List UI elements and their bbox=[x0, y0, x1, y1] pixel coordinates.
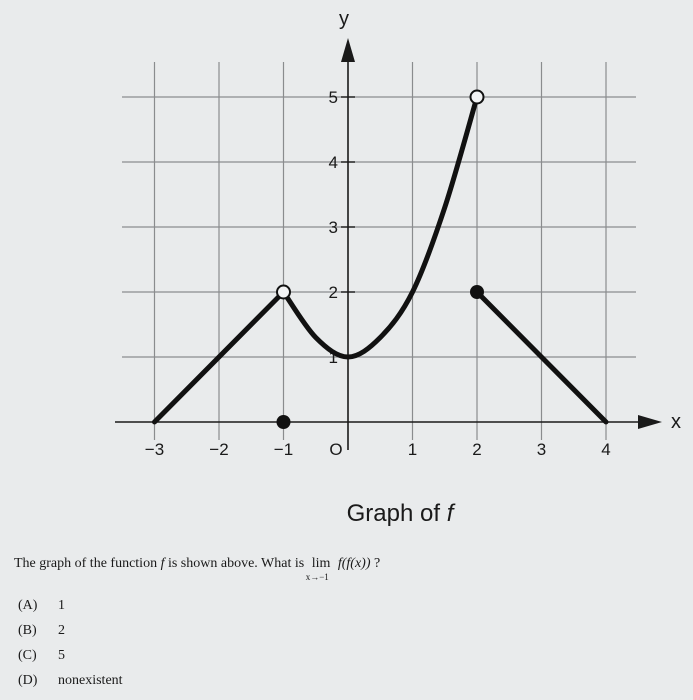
chart-title-text: Graph of f bbox=[346, 500, 454, 527]
choice-letter: (A) bbox=[18, 598, 38, 613]
choice-d[interactable] bbox=[18, 673, 123, 698]
limit-expression: f(f(x)) bbox=[337, 556, 371, 571]
x-tick-label: 1 bbox=[407, 440, 418, 459]
x-tick-label: −3 bbox=[144, 440, 165, 459]
x-tick-label: 3 bbox=[536, 440, 547, 459]
choice-text: 1 bbox=[58, 598, 65, 613]
grid bbox=[122, 62, 636, 440]
open-point bbox=[277, 286, 290, 299]
closed-point bbox=[470, 285, 484, 299]
x-tick-label: 2 bbox=[472, 440, 482, 459]
y-tick-label: 5 bbox=[328, 88, 338, 107]
choice-b[interactable] bbox=[18, 623, 123, 648]
question-text bbox=[14, 556, 381, 582]
y-axis-arrow bbox=[341, 38, 355, 62]
x-tick-label: −1 bbox=[273, 440, 294, 459]
open-point bbox=[471, 91, 484, 104]
choice-a[interactable] bbox=[18, 598, 123, 623]
choice-letter: (D) bbox=[18, 673, 38, 688]
x-tick-label: O bbox=[329, 440, 343, 459]
limit-word: lim bbox=[311, 556, 331, 571]
question-intro: The graph of the function bbox=[14, 556, 158, 571]
choice-letter: (B) bbox=[18, 623, 37, 638]
function-points bbox=[277, 91, 485, 430]
choice-c[interactable] bbox=[18, 648, 123, 673]
chart-title-function: f bbox=[446, 500, 454, 527]
choice-letter: (C) bbox=[18, 648, 37, 663]
x-tick-label: 4 bbox=[601, 440, 611, 459]
y-tick-label: 4 bbox=[328, 153, 338, 172]
x-axis-label: x bbox=[671, 411, 681, 433]
axes bbox=[115, 38, 662, 450]
y-axis-label: y bbox=[339, 8, 349, 30]
y-tick-label: 1 bbox=[328, 348, 338, 367]
y-tick-label: 2 bbox=[328, 283, 338, 302]
function-curves bbox=[155, 97, 607, 422]
choice-text: 2 bbox=[58, 623, 65, 638]
closed-point bbox=[277, 415, 291, 429]
tick-labels bbox=[145, 88, 611, 459]
question-func: f bbox=[160, 556, 165, 571]
question-middle: is shown above. What is bbox=[167, 556, 305, 571]
chart-title bbox=[0, 500, 693, 528]
limit-operator bbox=[305, 556, 331, 582]
x-axis-arrow bbox=[638, 415, 662, 429]
limit-subscript: x→−1 bbox=[305, 572, 329, 582]
choice-text: nonexistent bbox=[58, 673, 123, 688]
x-tick-label: −2 bbox=[209, 440, 229, 459]
choice-text: 5 bbox=[58, 648, 65, 663]
y-tick-label: 3 bbox=[328, 218, 338, 237]
question-end: ? bbox=[374, 556, 381, 571]
answer-choices bbox=[18, 598, 123, 698]
